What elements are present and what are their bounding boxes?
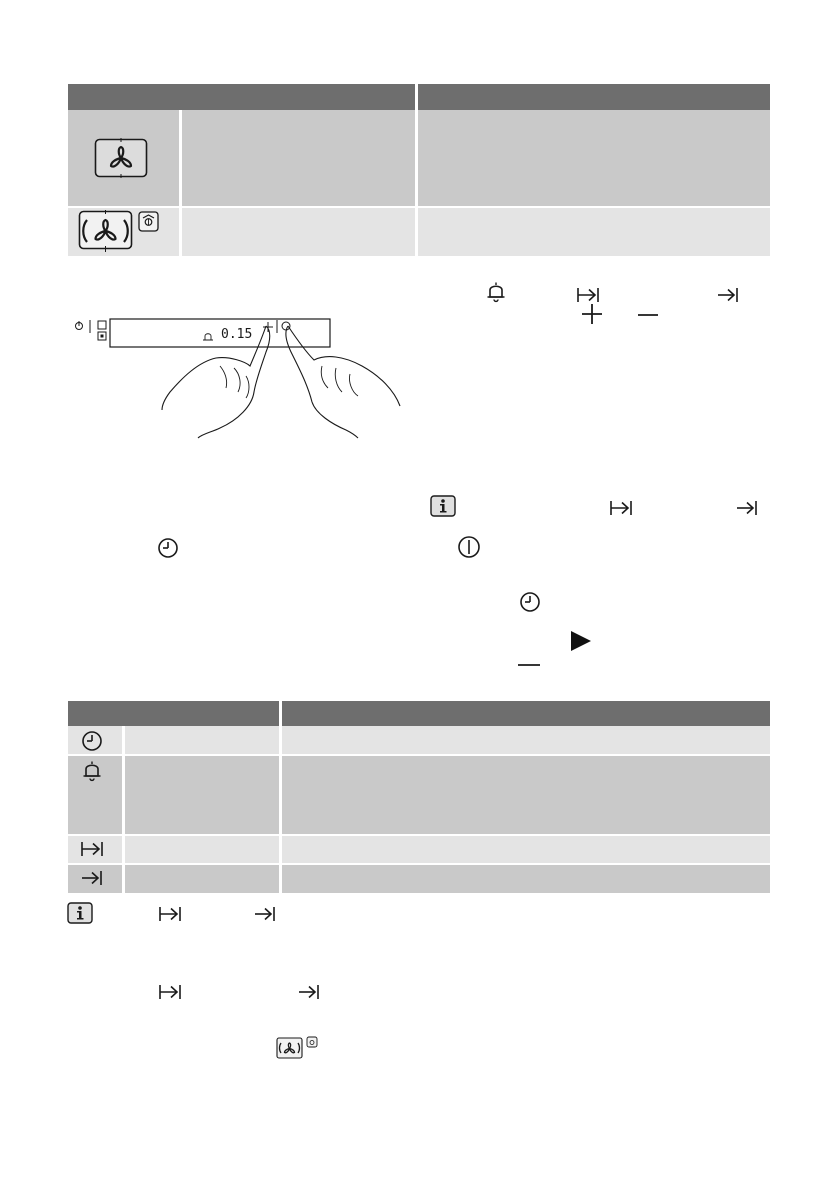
end-time-icon <box>736 499 758 517</box>
table-header <box>68 84 770 110</box>
header-divider <box>279 701 282 726</box>
duration-icon <box>158 905 182 923</box>
hood-function-table <box>68 84 770 256</box>
minus-icon <box>637 313 659 317</box>
table-row <box>68 836 770 863</box>
column-divider <box>279 726 282 893</box>
fan-with-hood-key-icon <box>276 1036 320 1060</box>
end-time-icon <box>298 983 320 1001</box>
end-time-icon <box>81 869 103 887</box>
bell-icon <box>82 760 102 782</box>
table-row <box>68 756 770 834</box>
duration-icon <box>609 499 633 517</box>
minus-icon <box>517 663 541 667</box>
duration-icon <box>576 286 600 304</box>
end-time-icon <box>254 905 276 923</box>
column-divider <box>179 110 182 256</box>
column-divider <box>415 110 418 256</box>
header-divider <box>415 84 418 110</box>
table-row <box>68 865 770 893</box>
table-header <box>68 701 770 726</box>
column-divider <box>122 726 125 893</box>
fan-with-hood-key-icon <box>78 210 168 252</box>
table-row <box>68 726 770 754</box>
row-divider <box>68 206 770 208</box>
fan-key-icon <box>94 138 148 178</box>
display-illustration <box>70 306 410 438</box>
info-icon <box>430 495 456 517</box>
plus-icon <box>581 303 603 325</box>
clock-icon <box>157 537 179 559</box>
on-off-icon <box>457 535 481 559</box>
display-time-readout: 0.15 <box>221 327 253 342</box>
clock-icon <box>81 730 103 752</box>
clock-icon <box>519 591 541 613</box>
table-row <box>68 208 770 256</box>
play-icon <box>570 630 592 652</box>
clock-function-table <box>68 701 770 893</box>
end-time-icon <box>717 286 739 304</box>
info-icon <box>67 902 93 924</box>
duration-icon <box>80 840 104 858</box>
table-row <box>68 110 770 206</box>
duration-icon <box>158 983 182 1001</box>
bell-icon <box>486 281 506 303</box>
